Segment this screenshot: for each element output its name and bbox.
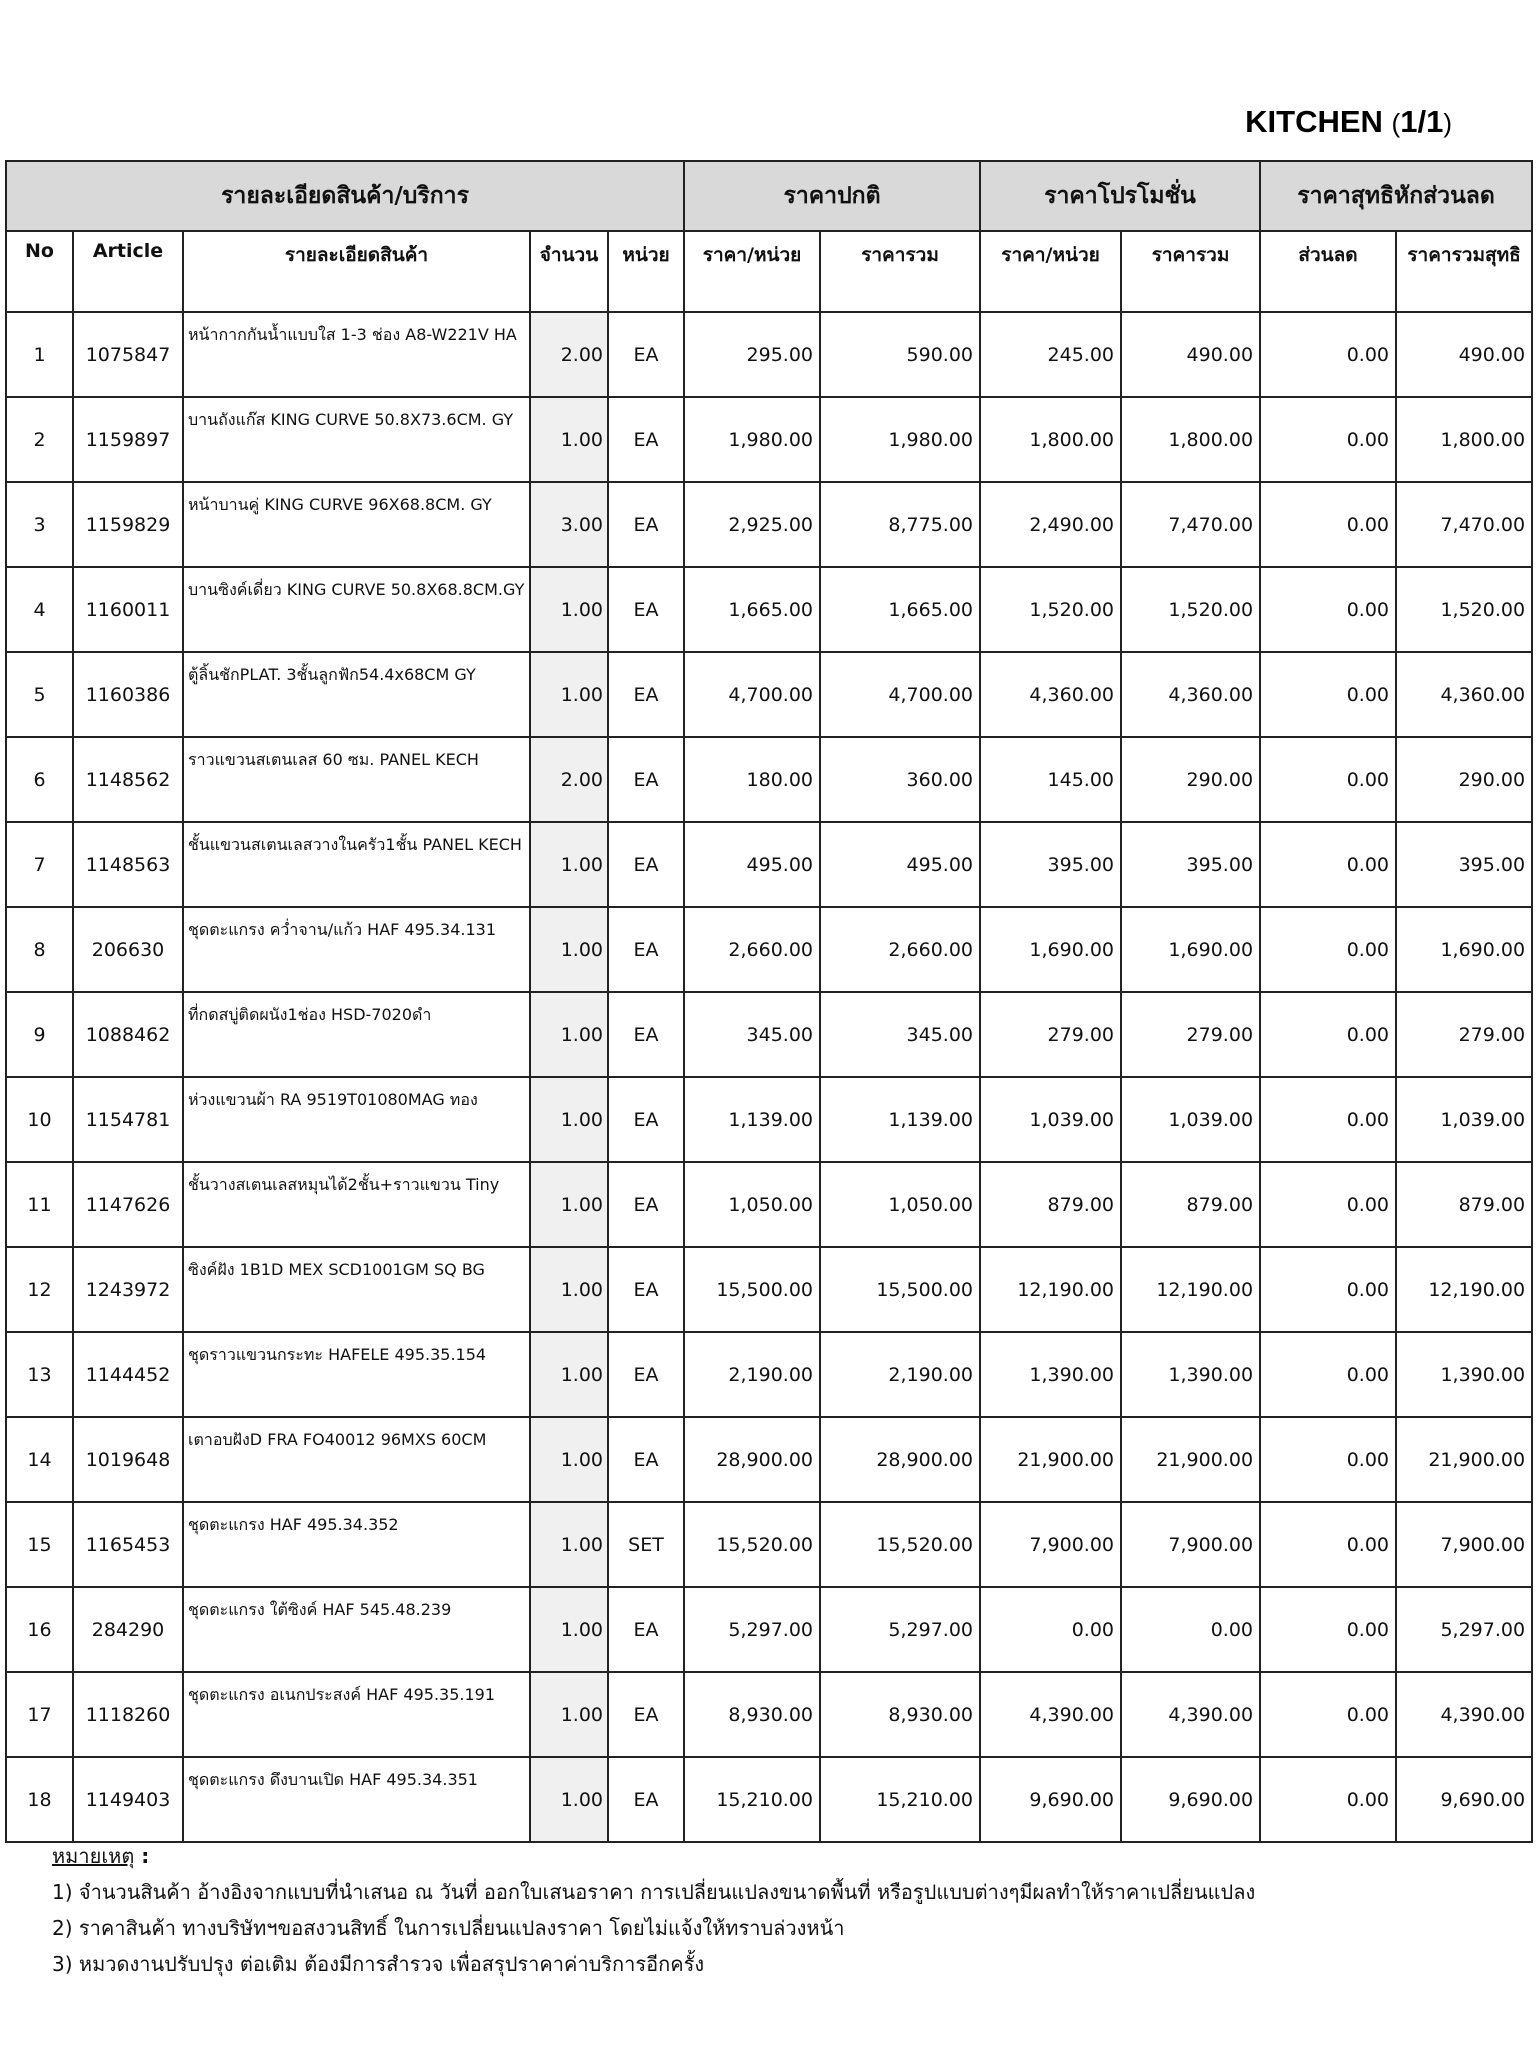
cell-unit: EA: [608, 1247, 684, 1332]
cell-description: ชุดตะแกรง ใต้ซิงค์ HAF 545.48.239: [183, 1587, 530, 1672]
cell-promo-total: 1,390.00: [1121, 1332, 1260, 1417]
cell-promo-unit-price: 1,039.00: [980, 1077, 1121, 1162]
cell-reg-unit-price: 4,700.00: [684, 652, 820, 737]
col-header-net-total: ราคารวมสุทธิ: [1396, 231, 1532, 312]
cell-article: 1019648: [73, 1417, 183, 1502]
cell-article: 1118260: [73, 1672, 183, 1757]
cell-no: 9: [6, 992, 73, 1077]
note-item-3: 3) หมวดงานปรับปรุง ต่อเติม ต้องมีการสำรวจ เพื่อสรุปราคาค่าบริการอีกครั้ง: [52, 1952, 705, 1976]
cell-discount: 0.00: [1260, 907, 1396, 992]
title-text: KITCHEN: [1245, 104, 1383, 139]
cell-discount: 0.00: [1260, 1502, 1396, 1587]
cell-no: 18: [6, 1757, 73, 1842]
cell-promo-total: 21,900.00: [1121, 1417, 1260, 1502]
col-header-promo-unit-price: ราคา/หน่วย: [980, 231, 1121, 312]
cell-qty: 1.00: [530, 652, 608, 737]
cell-reg-total: 15,500.00: [820, 1247, 980, 1332]
cell-description: ตู้ลิ้นชักPLAT. 3ชั้นลูกฟัก54.4x68CM GY: [183, 652, 530, 737]
cell-unit: EA: [608, 1587, 684, 1672]
cell-qty: 1.00: [530, 1162, 608, 1247]
cell-net-total: 490.00: [1396, 312, 1532, 397]
cell-promo-total: 12,190.00: [1121, 1247, 1260, 1332]
cell-promo-total: 4,390.00: [1121, 1672, 1260, 1757]
cell-description: ชุดตะแกรง อเนกประสงค์ HAF 495.35.191: [183, 1672, 530, 1757]
cell-promo-total: 879.00: [1121, 1162, 1260, 1247]
cell-promo-total: 290.00: [1121, 737, 1260, 822]
cell-qty: 1.00: [530, 1417, 608, 1502]
note-item-2: 2) ราคาสินค้า ทางบริษัทฯขอสงวนสิทธิ์ ในการเปลี่ยนแปลงราคา โดยไม่แจ้งให้ทราบล่วงหน้า: [52, 1916, 845, 1940]
note-item-1: 1) จำนวนสินค้า อ้างอิงจากแบบที่นำเสนอ ณ วันที่ ออกใบเสนอราคา การเปลี่ยนแปลงขนาดพื้นที่ หรือรูปแบบต่างๆมีผลทำให้ราคาเปลี่ยนแปลง: [52, 1880, 1256, 1904]
notes-heading-line: [52, 1838, 1512, 1874]
cell-promo-unit-price: 9,690.00: [980, 1757, 1121, 1842]
cell-unit: EA: [608, 1077, 684, 1162]
cell-description: ซิงค์ฝัง 1B1D MEX SCD1001GM SQ BG: [183, 1247, 530, 1332]
cell-description: หน้าบานคู่ KING CURVE 96X68.8CM. GY: [183, 482, 530, 567]
cell-promo-total: 9,690.00: [1121, 1757, 1260, 1842]
cell-no: 2: [6, 397, 73, 482]
cell-unit: EA: [608, 907, 684, 992]
cell-discount: 0.00: [1260, 1587, 1396, 1672]
cell-no: 4: [6, 567, 73, 652]
table-row: [6, 907, 1532, 992]
table-row: [6, 312, 1532, 397]
cell-article: 1149403: [73, 1757, 183, 1842]
cell-reg-unit-price: 1,139.00: [684, 1077, 820, 1162]
cell-article: 284290: [73, 1587, 183, 1672]
table-row: [6, 652, 1532, 737]
cell-description: บานซิงค์เดี่ยว KING CURVE 50.8X68.8CM.GY: [183, 567, 530, 652]
cell-discount: 0.00: [1260, 1332, 1396, 1417]
cell-promo-unit-price: 4,390.00: [980, 1672, 1121, 1757]
cell-discount: 0.00: [1260, 992, 1396, 1077]
cell-net-total: 12,190.00: [1396, 1247, 1532, 1332]
cell-reg-unit-price: 345.00: [684, 992, 820, 1077]
cell-article: 1148562: [73, 737, 183, 822]
table-body: [6, 312, 1532, 1842]
cell-article: 1075847: [73, 312, 183, 397]
cell-reg-total: 345.00: [820, 992, 980, 1077]
cell-reg-unit-price: 2,925.00: [684, 482, 820, 567]
cell-no: 7: [6, 822, 73, 907]
cell-promo-unit-price: 245.00: [980, 312, 1121, 397]
title-page-number: 1/1: [1400, 104, 1444, 139]
cell-reg-unit-price: 5,297.00: [684, 1587, 820, 1672]
cell-unit: EA: [608, 652, 684, 737]
notes-colon: :: [134, 1844, 150, 1868]
cell-net-total: 1,520.00: [1396, 567, 1532, 652]
title-paren-open: (: [1391, 108, 1401, 138]
cell-reg-total: 1,980.00: [820, 397, 980, 482]
table-row: [6, 1417, 1532, 1502]
cell-qty: 1.00: [530, 1247, 608, 1332]
table-row: [6, 482, 1532, 567]
col-header-promo-total: ราคารวม: [1121, 231, 1260, 312]
cell-net-total: 395.00: [1396, 822, 1532, 907]
notes-heading: หมายเหตุ: [52, 1844, 135, 1868]
cell-discount: 0.00: [1260, 822, 1396, 907]
cell-reg-unit-price: 2,190.00: [684, 1332, 820, 1417]
cell-promo-unit-price: 4,360.00: [980, 652, 1121, 737]
cell-qty: 1.00: [530, 397, 608, 482]
cell-net-total: 4,390.00: [1396, 1672, 1532, 1757]
cell-promo-total: 0.00: [1121, 1587, 1260, 1672]
cell-article: 1154781: [73, 1077, 183, 1162]
cell-qty: 2.00: [530, 737, 608, 822]
cell-promo-total: 7,470.00: [1121, 482, 1260, 567]
cell-promo-total: 1,039.00: [1121, 1077, 1260, 1162]
cell-promo-total: 490.00: [1121, 312, 1260, 397]
cell-unit: EA: [608, 312, 684, 397]
cell-net-total: 1,690.00: [1396, 907, 1532, 992]
cell-reg-total: 8,930.00: [820, 1672, 980, 1757]
cell-article: 206630: [73, 907, 183, 992]
cell-net-total: 5,297.00: [1396, 1587, 1532, 1672]
cell-promo-unit-price: 2,490.00: [980, 482, 1121, 567]
cell-net-total: 4,360.00: [1396, 652, 1532, 737]
cell-discount: 0.00: [1260, 312, 1396, 397]
cell-article: 1159829: [73, 482, 183, 567]
cell-discount: 0.00: [1260, 1672, 1396, 1757]
table-row: [6, 1247, 1532, 1332]
cell-no: 10: [6, 1077, 73, 1162]
table-row: [6, 1757, 1532, 1842]
cell-discount: 0.00: [1260, 482, 1396, 567]
cell-article: 1243972: [73, 1247, 183, 1332]
cell-reg-total: 15,210.00: [820, 1757, 980, 1842]
cell-promo-unit-price: 12,190.00: [980, 1247, 1121, 1332]
cell-no: 8: [6, 907, 73, 992]
cell-discount: 0.00: [1260, 1077, 1396, 1162]
table-row: [6, 1162, 1532, 1247]
cell-reg-total: 2,190.00: [820, 1332, 980, 1417]
cell-article: 1160011: [73, 567, 183, 652]
cell-description: ชุดตะแกรง ดึงบานเปิด HAF 495.34.351: [183, 1757, 530, 1842]
cell-reg-total: 495.00: [820, 822, 980, 907]
cell-reg-total: 4,700.00: [820, 652, 980, 737]
cell-unit: EA: [608, 567, 684, 652]
cell-reg-unit-price: 1,050.00: [684, 1162, 820, 1247]
title-paren-close: ): [1443, 108, 1452, 138]
cell-promo-unit-price: 1,520.00: [980, 567, 1121, 652]
cell-description: บานถังแก๊ส KING CURVE 50.8X73.6CM. GY: [183, 397, 530, 482]
cell-reg-unit-price: 1,665.00: [684, 567, 820, 652]
table-row: [6, 737, 1532, 822]
table-row: [6, 822, 1532, 907]
table-row: [6, 1587, 1532, 1672]
cell-net-total: 9,690.00: [1396, 1757, 1532, 1842]
cell-net-total: 7,900.00: [1396, 1502, 1532, 1587]
cell-no: 14: [6, 1417, 73, 1502]
cell-promo-unit-price: 1,390.00: [980, 1332, 1121, 1417]
cell-reg-total: 1,665.00: [820, 567, 980, 652]
cell-reg-unit-price: 1,980.00: [684, 397, 820, 482]
cell-reg-total: 28,900.00: [820, 1417, 980, 1502]
quotation-table: [5, 160, 1533, 1843]
cell-reg-total: 15,520.00: [820, 1502, 980, 1587]
cell-promo-unit-price: 7,900.00: [980, 1502, 1121, 1587]
cell-no: 5: [6, 652, 73, 737]
cell-unit: SET: [608, 1502, 684, 1587]
table-row: [6, 1077, 1532, 1162]
cell-description: หน้ากากกันน้ำแบบใส 1-3 ช่อง A8-W221V HA: [183, 312, 530, 397]
cell-net-total: 290.00: [1396, 737, 1532, 822]
cell-unit: EA: [608, 1162, 684, 1247]
col-header-reg-total: ราคารวม: [820, 231, 980, 312]
col-header-reg-unit-price: ราคา/หน่วย: [684, 231, 820, 312]
table-row: [6, 397, 1532, 482]
cell-promo-total: 1,690.00: [1121, 907, 1260, 992]
cell-net-total: 1,390.00: [1396, 1332, 1532, 1417]
cell-no: 13: [6, 1332, 73, 1417]
cell-article: 1159897: [73, 397, 183, 482]
cell-promo-total: 7,900.00: [1121, 1502, 1260, 1587]
cell-qty: 1.00: [530, 567, 608, 652]
cell-discount: 0.00: [1260, 1247, 1396, 1332]
cell-promo-unit-price: 145.00: [980, 737, 1121, 822]
cell-qty: 1.00: [530, 1077, 608, 1162]
group-header-promo-price: ราคาโปรโมชั่น: [980, 161, 1260, 231]
cell-reg-unit-price: 28,900.00: [684, 1417, 820, 1502]
table-row: [6, 1502, 1532, 1587]
cell-reg-unit-price: 2,660.00: [684, 907, 820, 992]
cell-article: 1165453: [73, 1502, 183, 1587]
cell-reg-unit-price: 180.00: [684, 737, 820, 822]
cell-reg-total: 1,139.00: [820, 1077, 980, 1162]
cell-promo-unit-price: 279.00: [980, 992, 1121, 1077]
col-header-article: Article: [73, 231, 183, 312]
cell-description: เตาอบฝังD FRA FO40012 96MXS 60CM: [183, 1417, 530, 1502]
cell-description: ที่กดสบู่ติดผนัง1ช่อง HSD-7020ดำ: [183, 992, 530, 1077]
cell-description: ชุดราวแขวนกระทะ HAFELE 495.35.154: [183, 1332, 530, 1417]
cell-reg-unit-price: 495.00: [684, 822, 820, 907]
cell-reg-total: 5,297.00: [820, 1587, 980, 1672]
cell-qty: 1.00: [530, 1757, 608, 1842]
cell-description: ชุดตะแกรง HAF 495.34.352: [183, 1502, 530, 1587]
cell-qty: 1.00: [530, 822, 608, 907]
cell-discount: 0.00: [1260, 1162, 1396, 1247]
cell-qty: 1.00: [530, 1332, 608, 1417]
cell-reg-total: 360.00: [820, 737, 980, 822]
cell-reg-unit-price: 8,930.00: [684, 1672, 820, 1757]
cell-reg-unit-price: 15,500.00: [684, 1247, 820, 1332]
cell-reg-unit-price: 15,210.00: [684, 1757, 820, 1842]
cell-discount: 0.00: [1260, 1757, 1396, 1842]
cell-net-total: 7,470.00: [1396, 482, 1532, 567]
col-header-description: รายละเอียดสินค้า: [183, 231, 530, 312]
table-row: [6, 992, 1532, 1077]
col-header-no: No: [6, 231, 73, 312]
page-title: [1245, 104, 1452, 140]
notes-section: [52, 1838, 1512, 1982]
cell-unit: EA: [608, 1757, 684, 1842]
cell-article: 1147626: [73, 1162, 183, 1247]
cell-discount: 0.00: [1260, 737, 1396, 822]
cell-article: 1160386: [73, 652, 183, 737]
cell-qty: 1.00: [530, 1672, 608, 1757]
cell-unit: EA: [608, 737, 684, 822]
cell-no: 12: [6, 1247, 73, 1332]
cell-reg-total: 1,050.00: [820, 1162, 980, 1247]
cell-no: 15: [6, 1502, 73, 1587]
cell-reg-total: 2,660.00: [820, 907, 980, 992]
col-header-discount: ส่วนลด: [1260, 231, 1396, 312]
cell-article: 1148563: [73, 822, 183, 907]
cell-unit: EA: [608, 992, 684, 1077]
cell-qty: 1.00: [530, 1502, 608, 1587]
cell-discount: 0.00: [1260, 652, 1396, 737]
cell-qty: 1.00: [530, 907, 608, 992]
cell-discount: 0.00: [1260, 567, 1396, 652]
cell-promo-unit-price: 1,690.00: [980, 907, 1121, 992]
cell-promo-total: 279.00: [1121, 992, 1260, 1077]
cell-promo-unit-price: 395.00: [980, 822, 1121, 907]
cell-promo-unit-price: 1,800.00: [980, 397, 1121, 482]
cell-qty: 1.00: [530, 992, 608, 1077]
cell-no: 3: [6, 482, 73, 567]
cell-promo-total: 1,520.00: [1121, 567, 1260, 652]
cell-qty: 3.00: [530, 482, 608, 567]
cell-net-total: 1,800.00: [1396, 397, 1532, 482]
cell-unit: EA: [608, 822, 684, 907]
cell-net-total: 1,039.00: [1396, 1077, 1532, 1162]
cell-reg-unit-price: 295.00: [684, 312, 820, 397]
cell-description: ชุดตะแกรง คว่ำจาน/แก้ว HAF 495.34.131: [183, 907, 530, 992]
group-header-regular-price: ราคาปกติ: [684, 161, 980, 231]
cell-net-total: 279.00: [1396, 992, 1532, 1077]
cell-discount: 0.00: [1260, 1417, 1396, 1502]
col-header-qty: จำนวน: [530, 231, 608, 312]
cell-description: ราวแขวนสเตนเลส 60 ซม. PANEL KECH: [183, 737, 530, 822]
cell-promo-unit-price: 0.00: [980, 1587, 1121, 1672]
cell-net-total: 879.00: [1396, 1162, 1532, 1247]
group-header-net-price: ราคาสุทธิหักส่วนลด: [1260, 161, 1532, 231]
group-header-details: รายละเอียดสินค้า/บริการ: [6, 161, 684, 231]
cell-article: 1088462: [73, 992, 183, 1077]
cell-no: 17: [6, 1672, 73, 1757]
cell-no: 11: [6, 1162, 73, 1247]
cell-no: 1: [6, 312, 73, 397]
cell-net-total: 21,900.00: [1396, 1417, 1532, 1502]
table-row: [6, 567, 1532, 652]
cell-discount: 0.00: [1260, 397, 1396, 482]
cell-description: ชั้นแขวนสเตนเลสวางในครัว1ชั้น PANEL KECH: [183, 822, 530, 907]
cell-unit: EA: [608, 1332, 684, 1417]
cell-reg-total: 8,775.00: [820, 482, 980, 567]
cell-promo-unit-price: 21,900.00: [980, 1417, 1121, 1502]
cell-unit: EA: [608, 1672, 684, 1757]
group-header-row: [6, 161, 1532, 231]
cell-promo-total: 4,360.00: [1121, 652, 1260, 737]
cell-promo-total: 1,800.00: [1121, 397, 1260, 482]
cell-unit: EA: [608, 482, 684, 567]
cell-promo-unit-price: 879.00: [980, 1162, 1121, 1247]
cell-reg-total: 590.00: [820, 312, 980, 397]
cell-description: ห่วงแขวนผ้า RA 9519T01080MAG ทอง: [183, 1077, 530, 1162]
cell-qty: 1.00: [530, 1587, 608, 1672]
cell-no: 16: [6, 1587, 73, 1672]
table-row: [6, 1332, 1532, 1417]
cell-reg-unit-price: 15,520.00: [684, 1502, 820, 1587]
col-header-unit: หน่วย: [608, 231, 684, 312]
cell-promo-total: 395.00: [1121, 822, 1260, 907]
cell-unit: EA: [608, 1417, 684, 1502]
column-header-row: [6, 231, 1532, 312]
table-row: [6, 1672, 1532, 1757]
cell-description: ชั้นวางสเตนเลสหมุนได้2ชั้น+ราวแขวน Tiny: [183, 1162, 530, 1247]
cell-article: 1144452: [73, 1332, 183, 1417]
cell-unit: EA: [608, 397, 684, 482]
cell-no: 6: [6, 737, 73, 822]
cell-qty: 2.00: [530, 312, 608, 397]
